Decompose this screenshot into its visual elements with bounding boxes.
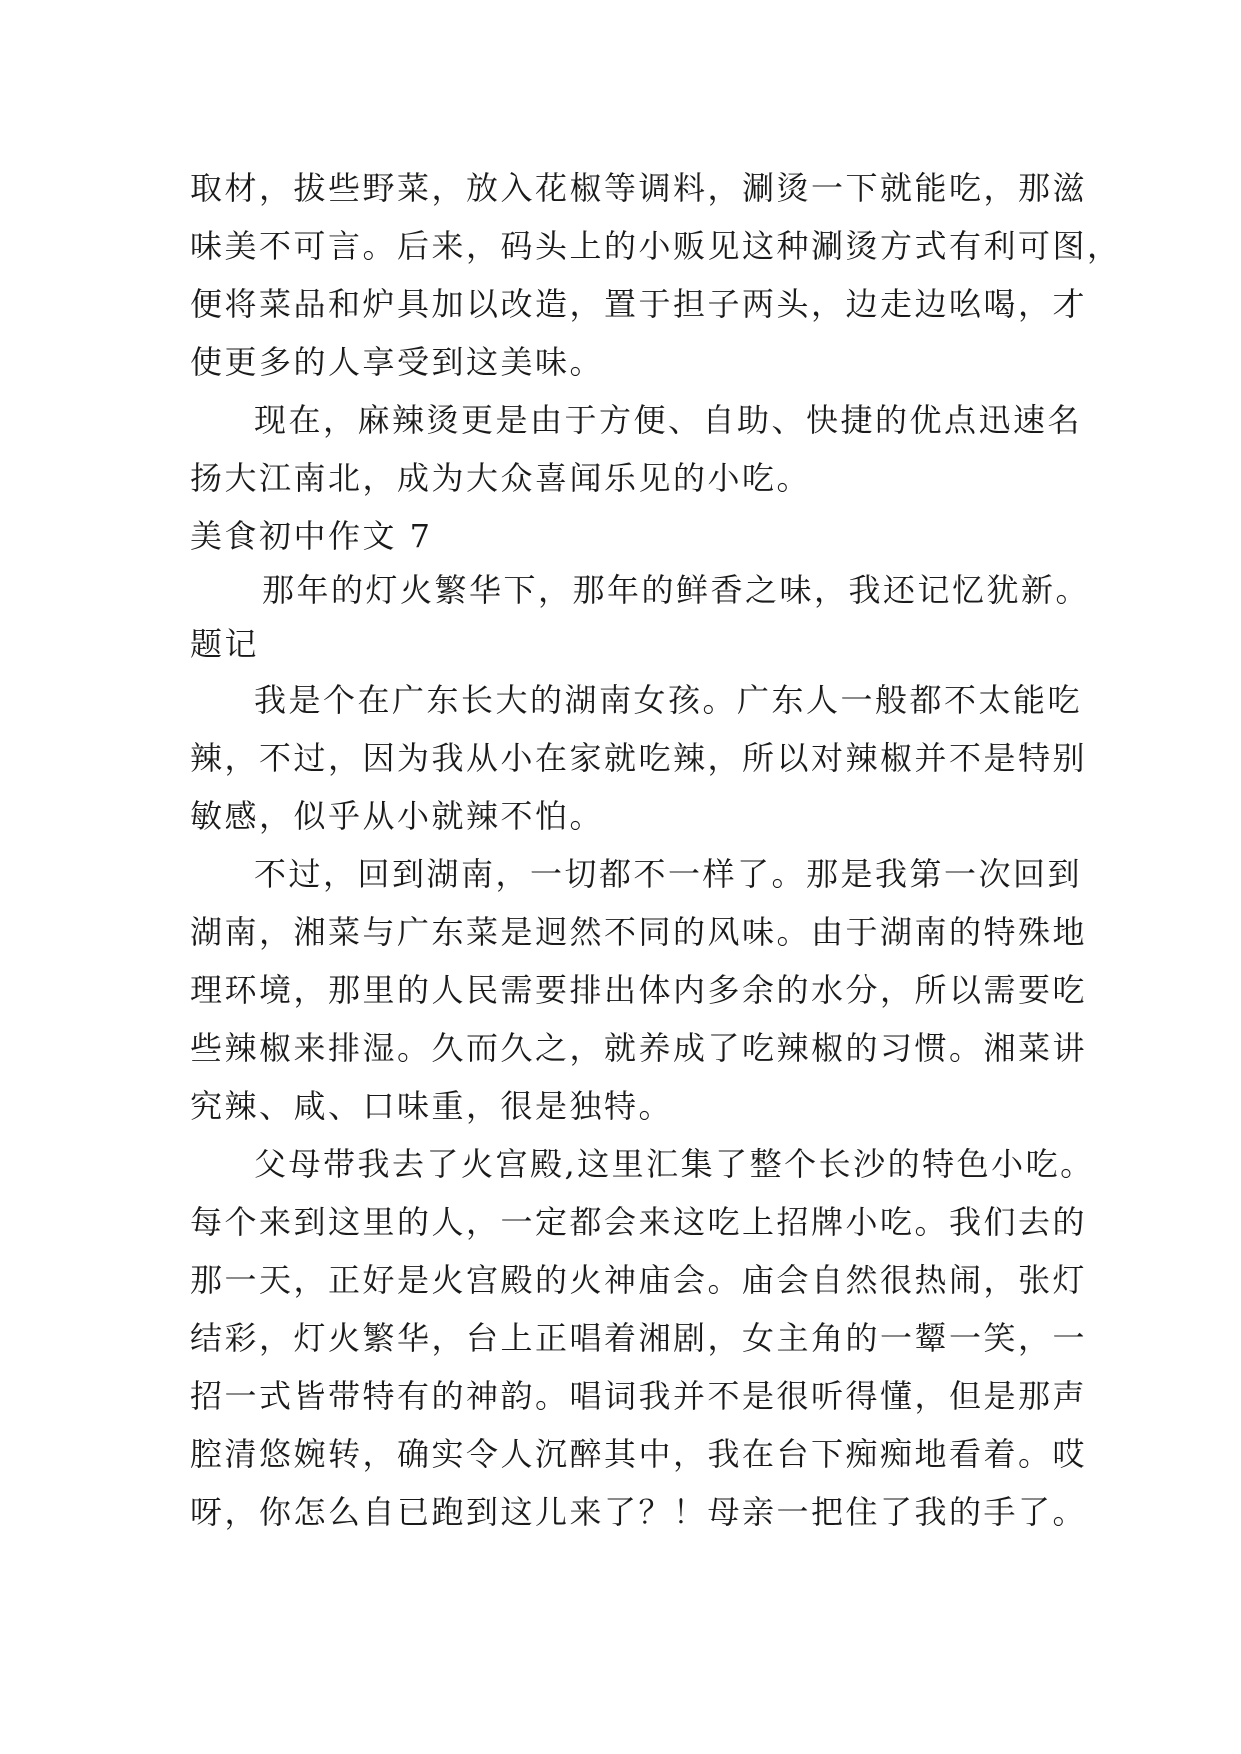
text-line: 每个来到这里的人，一定都会来这吃上招牌小吃。我们去的 [190, 1203, 1088, 1241]
text-line: 扬大江南北，成为大众喜闻乐见的小吃。 [190, 459, 812, 497]
text-line: 敏感，似乎从小就辣不怕。 [190, 797, 605, 835]
text-line: 究辣、咸、口味重，很是独特。 [190, 1087, 674, 1125]
text-line: 些辣椒来排湿。久而久之，就养成了吃辣椒的习惯。湘菜讲 [190, 1029, 1088, 1067]
text-line: 不过，回到湖南，一切都不一样了。那是我第一次回到 [254, 855, 1083, 893]
text-line: 我是个在广东长大的湖南女孩。广东人一般都不太能吃 [254, 681, 1083, 719]
text-line: 那一天，正好是火宫殿的火神庙会。庙会自然很热闹，张灯 [190, 1261, 1088, 1299]
text-line: 结彩，灯火繁华，台上正唱着湘剧，女主角的一颦一笑，一 [190, 1319, 1088, 1357]
text-line: 味美不可言。后来，码头上的小贩见这种涮烫方式有利可图， [190, 227, 1122, 265]
text-line: 腔清悠婉转，确实令人沉醉其中，我在台下痴痴地看着。哎 [190, 1435, 1088, 1473]
text-line: 呀，你怎么自已跑到这儿来了？！母亲一把住了我的手了。 [190, 1493, 1088, 1531]
text-line: 题记 [190, 625, 260, 663]
text-line: 招一式皆带特有的神韵。唱词我并不是很听得懂，但是那声 [190, 1377, 1088, 1415]
section-heading: 美食初中作文 7 [190, 517, 433, 555]
text-line: 使更多的人享受到这美味。 [190, 343, 605, 381]
text-line: 那年的灯火繁华下，那年的鲜香之味，我还记忆犹新。 [262, 571, 1091, 609]
text-line: 父母带我去了火宫殿,这里汇集了整个长沙的特色小吃。 [254, 1145, 1095, 1183]
text-line: 取材，拔些野菜，放入花椒等调料，涮烫一下就能吃，那滋 [190, 169, 1088, 207]
text-line: 湖南，湘菜与广东菜是迥然不同的风味。由于湖南的特殊地 [190, 913, 1088, 951]
text-line: 现在，麻辣烫更是由于方便、自助、快捷的优点迅速名 [254, 401, 1083, 439]
text-line: 辣，不过，因为我从小在家就吃辣，所以对辣椒并不是特别 [190, 739, 1088, 777]
text-line: 理环境，那里的人民需要排出体内多余的水分，所以需要吃 [190, 971, 1088, 1009]
text-line: 便将菜品和炉具加以改造，置于担子两头，边走边吆喝，才 [190, 285, 1088, 323]
